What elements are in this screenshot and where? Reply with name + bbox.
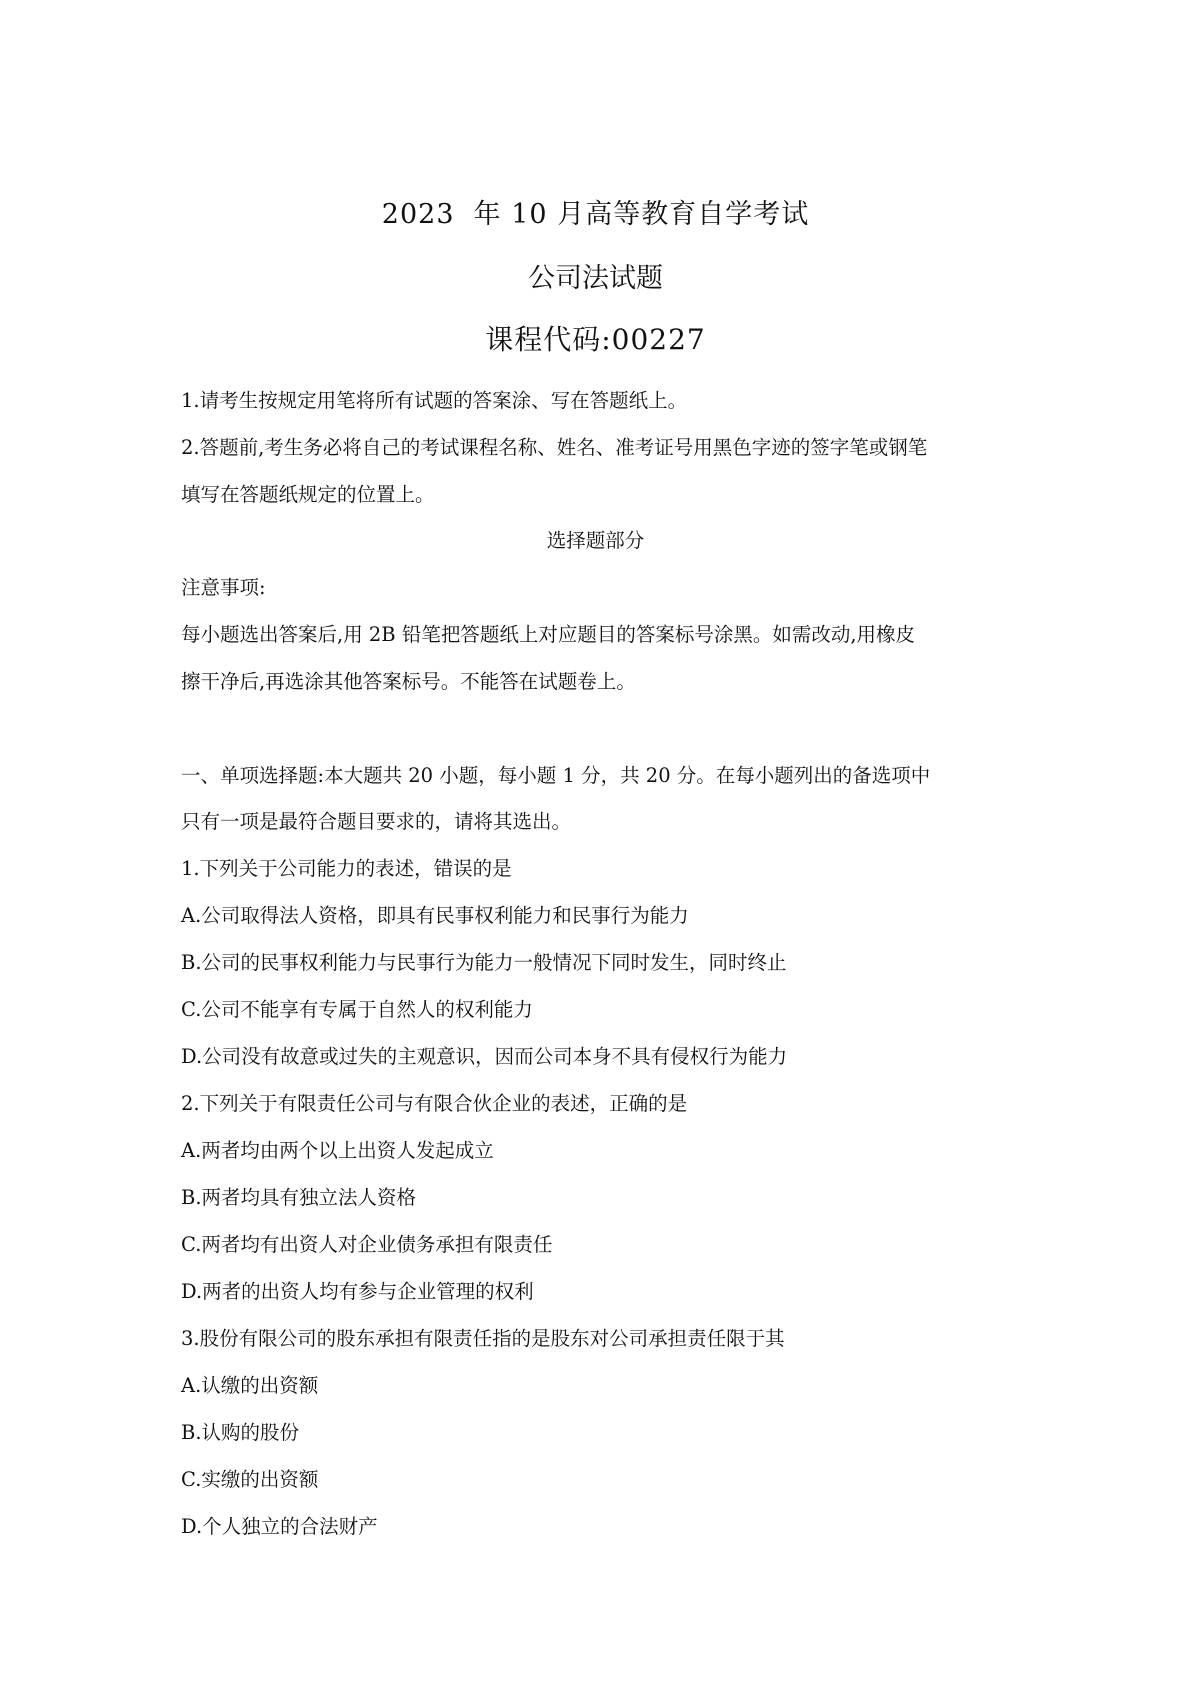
notice-label: 注意事项: bbox=[181, 576, 266, 599]
section-title: 选择题部分 bbox=[546, 529, 645, 552]
question-1-option-a: A.公司取得法人资格，即具有民事权利能力和民事行为能力 bbox=[181, 904, 689, 927]
question-3-option-b: B.认购的股份 bbox=[181, 1421, 300, 1444]
instruction-2-continued: 填写在答题纸规定的位置上。 bbox=[181, 483, 435, 506]
question-2-stem: 2.下列关于有限责任公司与有限合伙企业的表述，正确的是 bbox=[181, 1092, 688, 1115]
question-1-stem: 1.下列关于公司能力的表述，错误的是 bbox=[181, 857, 512, 880]
question-1-option-d: D.公司没有故意或过失的主观意识，因而公司本身不具有侵权行为能力 bbox=[181, 1045, 788, 1068]
question-2-option-c: C.两者均有出资人对企业债务承担有限责任 bbox=[181, 1233, 553, 1256]
subject-title: 公司法试题 bbox=[528, 263, 663, 294]
part-one-heading-2: 只有一项是最符合题目要求的，请将其选出。 bbox=[181, 810, 572, 833]
part-one-heading-1: 一、单项选择题:本大题共 20 小题，每小题 1 分，共 20 分。在每小题列出的备选项中 bbox=[181, 764, 931, 787]
question-3-option-a: A.认缴的出资额 bbox=[181, 1374, 319, 1397]
question-1-option-b: B.公司的民事权利能力与民事行为能力一般情况下同时发生，同时终止 bbox=[181, 951, 787, 974]
question-3-option-d: D.个人独立的合法财产 bbox=[181, 1515, 378, 1538]
question-2-option-b: B.两者均具有独立法人资格 bbox=[181, 1186, 417, 1209]
instruction-2: 2.答题前,考生务必将自己的考试课程名称、姓名、准考证号用黑色字迹的签字笔或钢笔 bbox=[181, 436, 928, 459]
exam-title: 2023 年 10 月高等教育自学考试 bbox=[381, 199, 810, 230]
question-3-option-c: C.实缴的出资额 bbox=[181, 1468, 319, 1491]
instruction-1: 1.请考生按规定用笔将所有试题的答案涂、写在答题纸上。 bbox=[181, 389, 688, 412]
notice-line-2: 擦干净后,再选涂其他答案标号。不能答在试题卷上。 bbox=[181, 670, 636, 693]
question-3-stem: 3.股份有限公司的股东承担有限责任指的是股东对公司承担责任限于其 bbox=[181, 1327, 785, 1350]
course-code: 课程代码:00227 bbox=[485, 323, 706, 356]
question-2-option-a: A.两者均由两个以上出资人发起成立 bbox=[181, 1139, 494, 1162]
notice-line-1: 每小题选出答案后,用 2B 铅笔把答题纸上对应题目的答案标号涂黑。如需改动,用橡皮 bbox=[181, 623, 916, 646]
question-1-option-c: C.公司不能享有专属于自然人的权利能力 bbox=[181, 998, 533, 1021]
question-2-option-d: D.两者的出资人均有参与企业管理的权利 bbox=[181, 1280, 534, 1303]
